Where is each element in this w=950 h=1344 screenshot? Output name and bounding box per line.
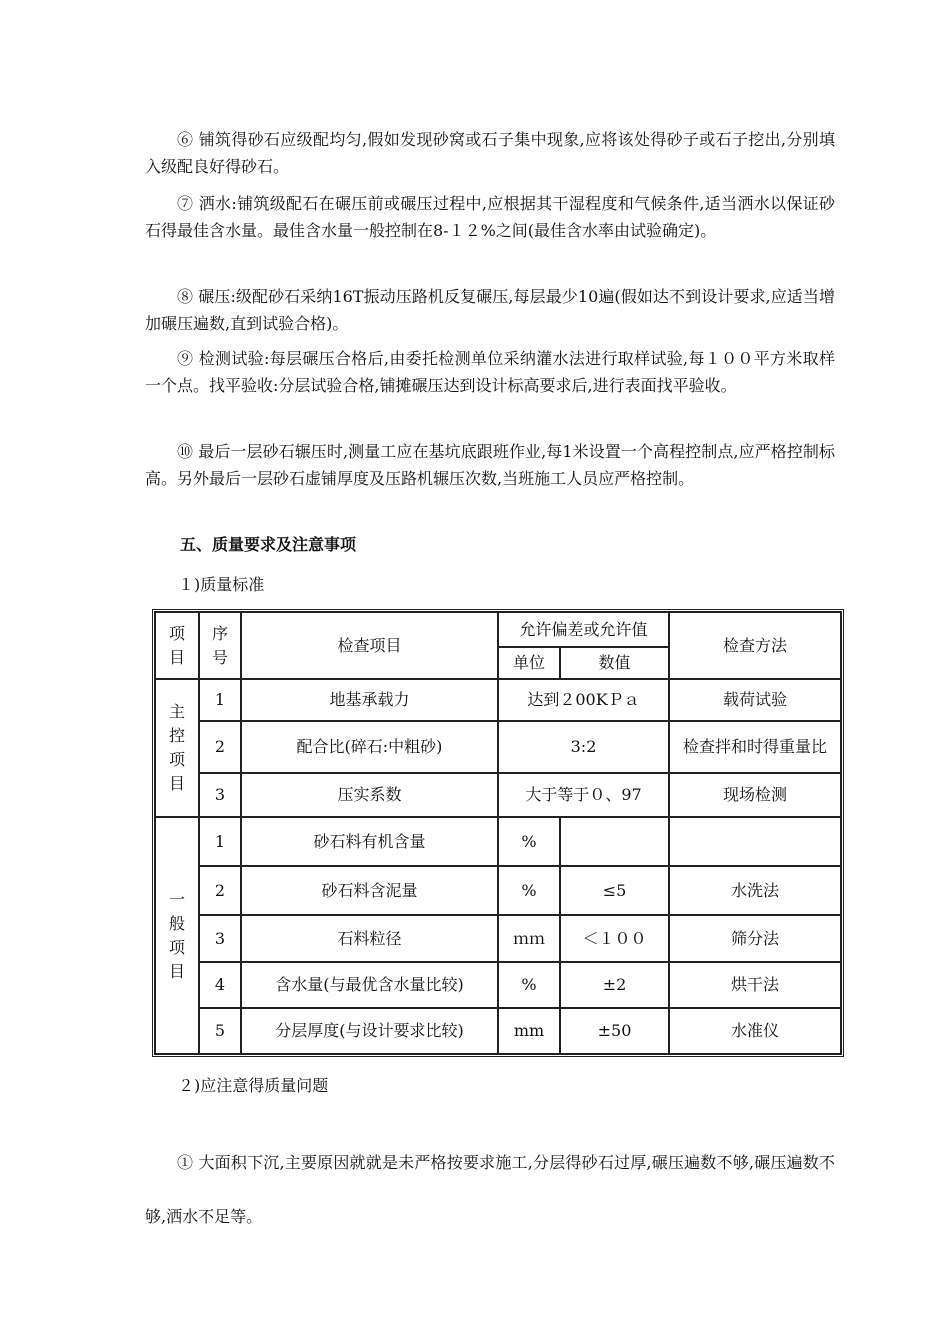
cell-seq: 5: [199, 1008, 241, 1054]
cell-seq: 1: [199, 679, 241, 721]
cell-seq: 2: [199, 721, 241, 773]
paragraph-9: ⑨ 检测试验:每层碾压合格后,由委托检测单位采纳灌水法进行取样试验,每１００平方米取样一个点。找平验收:分层试验合格,铺摊碾压达到设计标高要求后,进行表面找平验收。: [145, 349, 835, 395]
cell-value: [560, 817, 669, 866]
paragraph-issue-1: ① 大面积下沉,主要原因就就是未严格按要求施工,分层得砂石过厚,碾压遍数不够,碾压遍数不够,洒水不足等。: [145, 1153, 835, 1226]
table-row: [155, 1008, 841, 1054]
cell-tolerance: 达到２00KＰａ: [498, 679, 669, 721]
subheading-quality-standard: １)质量标准: [178, 575, 265, 594]
paragraph-7: ⑦ 洒水:铺筑级配石在碾压前或碾压过程中,应根据其干湿程度和气候条件,适当洒水以保证砂石得最佳含水量。最佳含水量一般控制在8-１２%之间(最佳含水率由试验确定)。: [145, 194, 835, 240]
cell-item: 地基承载力: [241, 679, 498, 721]
header-item: 检查项目: [241, 612, 498, 679]
cell-unit: %: [498, 817, 560, 866]
cell-tolerance: 大于等于０、97: [498, 773, 669, 817]
header-category: 项目: [155, 612, 199, 679]
cell-unit: %: [498, 866, 560, 915]
cell-seq: 3: [199, 915, 241, 962]
cell-tolerance: 3:2: [498, 721, 669, 773]
table-row: [155, 679, 841, 721]
table-row: [155, 773, 841, 817]
cell-seq: 2: [199, 866, 241, 915]
cell-seq: 3: [199, 773, 241, 817]
header-tolerance: 允许偏差或允许值: [498, 612, 669, 647]
cell-seq: 4: [199, 962, 241, 1008]
header-unit: 单位: [498, 647, 560, 679]
cell-value: ＜１００: [560, 915, 669, 962]
cell-method: 水洗法: [669, 866, 841, 915]
subheading-quality-issues: ２)应注意得质量问题: [178, 1076, 329, 1095]
table-row: [155, 721, 841, 773]
cell-unit: ｍｍ: [498, 915, 560, 962]
paragraph-10: ⑩ 最后一层砂石辗压时,测量工应在基坑底跟班作业,每1米设置一个高程控制点,应严格控制标高。另外最后一层砂石虚铺厚度及压路机辗压次数,当班施工人员应严格控制。: [145, 442, 835, 488]
table-row: [155, 817, 841, 866]
section-heading: 五、质量要求及注意事项: [180, 535, 357, 554]
cell-value: ±50: [560, 1008, 669, 1054]
cell-method: 筛分法: [669, 915, 841, 962]
cell-item: 砂石料有机含量: [241, 817, 498, 866]
cell-value: ±2: [560, 962, 669, 1008]
cell-unit: mm: [498, 1008, 560, 1054]
cell-item: 分层厚度(与设计要求比较): [241, 1008, 498, 1054]
header-seq: 序号: [199, 612, 241, 679]
cell-item: 砂石料含泥量: [241, 866, 498, 915]
paragraph-6: ⑥ 铺筑得砂石应级配均匀,假如发现砂窝或石子集中现象,应将该处得砂子或石子挖出,分别填入级配良好得砂石。: [145, 130, 835, 176]
table-row: [155, 866, 841, 915]
cell-method: 检查拌和时得重量比: [669, 721, 841, 773]
header-value: 数值: [560, 647, 669, 679]
cell-value: ≤5: [560, 866, 669, 915]
cell-unit: %: [498, 962, 560, 1008]
header-method: 检查方法: [669, 612, 841, 679]
table-row: [155, 962, 841, 1008]
quality-standard-table: [152, 609, 844, 1057]
cell-seq: 1: [199, 817, 241, 866]
cell-method: [669, 817, 841, 866]
group-main-control: 主控项目: [155, 679, 199, 817]
group-general: 一般项目: [155, 817, 199, 1054]
cell-item: 压实系数: [241, 773, 498, 817]
cell-item: 配合比(碎石:中粗砂): [241, 721, 498, 773]
cell-method: 水准仪: [669, 1008, 841, 1054]
table-header-row: [155, 612, 841, 647]
paragraph-8: ⑧ 碾压:级配砂石采纳16T振动压路机反复碾压,每层最少10遍(假如达不到设计要求,应适当增加碾压遍数,直到试验合格)。: [145, 287, 835, 333]
table-row: [155, 915, 841, 962]
cell-method: 现场检测: [669, 773, 841, 817]
cell-method: 载荷试验: [669, 679, 841, 721]
cell-item: 含水量(与最优含水量比较): [241, 962, 498, 1008]
cell-method: 烘干法: [669, 962, 841, 1008]
cell-item: 石料粒径: [241, 915, 498, 962]
